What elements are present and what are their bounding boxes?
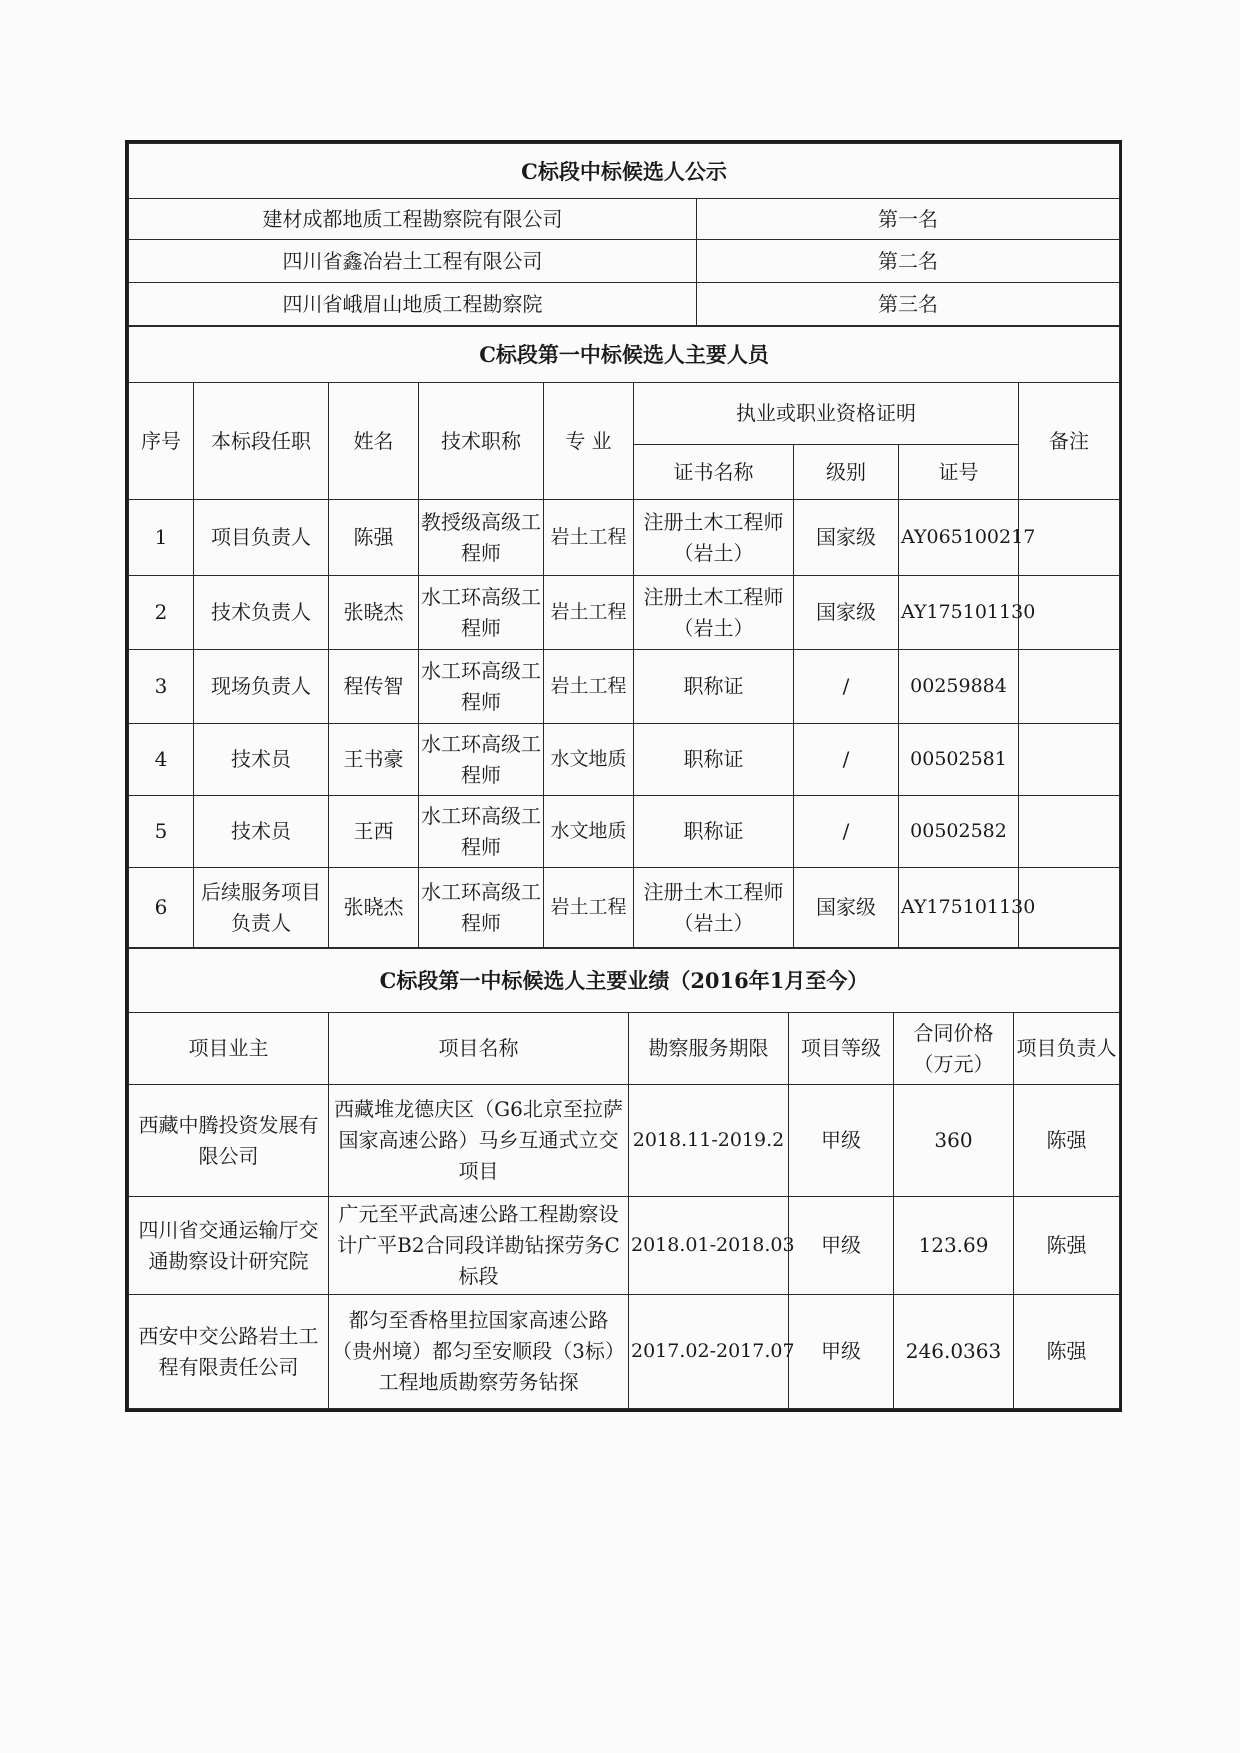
- cell-cert-no: 00502582: [899, 796, 1019, 868]
- header-no: 序号: [129, 383, 194, 500]
- cell-leader: 陈强: [1014, 1085, 1120, 1197]
- table-row: [129, 500, 1120, 576]
- header-level: 级别: [794, 445, 899, 500]
- candidate-row: [129, 240, 1120, 283]
- cell-owner: 西藏中腾投资发展有限公司: [129, 1085, 329, 1197]
- table-row: [129, 1197, 1120, 1295]
- cell-leader: 陈强: [1014, 1295, 1120, 1409]
- cell-cert-no: AY065100217: [899, 500, 1019, 576]
- header-role: 本标段任职: [194, 383, 329, 500]
- cell-cert-no: AY175101130: [899, 576, 1019, 650]
- cell-cert-name: 职称证: [634, 724, 794, 796]
- cell-period: 2017.02-2017.07: [629, 1295, 789, 1409]
- cell-grade: 甲级: [789, 1085, 894, 1197]
- cell-level: /: [794, 650, 899, 724]
- table-row: [129, 796, 1120, 868]
- cell-grade: 甲级: [789, 1197, 894, 1295]
- cell-period: 2018.11-2019.2: [629, 1085, 789, 1197]
- candidate-name: 四川省鑫冶岩土工程有限公司: [129, 240, 697, 283]
- cell-title: 水工环高级工程师: [419, 576, 544, 650]
- cell-role: 项目负责人: [194, 500, 329, 576]
- cell-owner: 西安中交公路岩土工程有限责任公司: [129, 1295, 329, 1409]
- header-leader: 项目负责人: [1014, 1013, 1120, 1085]
- cell-project: 都匀至香格里拉国家高速公路（贵州境）都匀至安顺段（3标）工程地质勘察劳务钻探: [329, 1295, 629, 1409]
- header-name: 姓名: [329, 383, 419, 500]
- performance-table: [128, 948, 1120, 1409]
- table-row: [129, 576, 1120, 650]
- cell-title: 水工环高级工程师: [419, 796, 544, 868]
- table-row: [129, 868, 1120, 948]
- candidate-rank: 第三名: [697, 283, 1120, 326]
- cell-no: 6: [129, 868, 194, 948]
- cell-title: 水工环高级工程师: [419, 650, 544, 724]
- cell-project: 广元至平武高速公路工程勘察设计广平B2合同段详勘钻探劳务C标段: [329, 1197, 629, 1295]
- header-price: 合同价格（万元）: [894, 1013, 1014, 1085]
- cell-no: 2: [129, 576, 194, 650]
- cell-price: 246.0363: [894, 1295, 1014, 1409]
- candidate-name: 建材成都地质工程勘察院有限公司: [129, 199, 697, 240]
- cell-no: 5: [129, 796, 194, 868]
- table-row: [129, 1295, 1120, 1409]
- cell-major: 岩土工程: [544, 576, 634, 650]
- candidate-section-title: C标段中标候选人公示: [129, 144, 1120, 199]
- header-cert-name: 证书名称: [634, 445, 794, 500]
- cell-price: 360: [894, 1085, 1014, 1197]
- cell-role: 技术员: [194, 796, 329, 868]
- candidate-name: 四川省峨眉山地质工程勘察院: [129, 283, 697, 326]
- table-row: [129, 724, 1120, 796]
- candidate-rank: 第一名: [697, 199, 1120, 240]
- cell-role: 后续服务项目负责人: [194, 868, 329, 948]
- cell-no: 3: [129, 650, 194, 724]
- cell-cert-name: 职称证: [634, 796, 794, 868]
- cell-major: 水文地质: [544, 796, 634, 868]
- cell-cert-no: AY175101130: [899, 868, 1019, 948]
- table-row: [129, 650, 1120, 724]
- cell-remark: [1019, 650, 1120, 724]
- personnel-table: [128, 326, 1120, 948]
- personnel-header-row: [129, 383, 1120, 445]
- cell-cert-name: 注册土木工程师（岩土）: [634, 576, 794, 650]
- cell-title: 教授级高级工程师: [419, 500, 544, 576]
- cell-major: 水文地质: [544, 724, 634, 796]
- header-project: 项目名称: [329, 1013, 629, 1085]
- cell-title: 水工环高级工程师: [419, 868, 544, 948]
- cell-name: 王西: [329, 796, 419, 868]
- cell-remark: [1019, 796, 1120, 868]
- table-row: [129, 1085, 1120, 1197]
- cell-level: 国家级: [794, 576, 899, 650]
- cell-role: 技术负责人: [194, 576, 329, 650]
- cell-owner: 四川省交通运输厅交通勘察设计研究院: [129, 1197, 329, 1295]
- cell-price: 123.69: [894, 1197, 1014, 1295]
- cell-cert-no: 00502581: [899, 724, 1019, 796]
- cell-name: 陈强: [329, 500, 419, 576]
- cell-period: 2018.01-2018.03: [629, 1197, 789, 1295]
- header-cert-no: 证号: [899, 445, 1019, 500]
- announcement-sheet: [125, 140, 1122, 1412]
- cell-name: 张晓杰: [329, 868, 419, 948]
- cell-level: /: [794, 796, 899, 868]
- header-cert-group: 执业或职业资格证明: [634, 383, 1019, 445]
- cell-name: 王书豪: [329, 724, 419, 796]
- candidate-table: [128, 143, 1120, 326]
- cell-title: 水工环高级工程师: [419, 724, 544, 796]
- performance-header-row: [129, 1013, 1120, 1085]
- cell-no: 1: [129, 500, 194, 576]
- cell-level: /: [794, 724, 899, 796]
- personnel-section-title: C标段第一中标候选人主要人员: [129, 327, 1120, 383]
- header-grade: 项目等级: [789, 1013, 894, 1085]
- cell-role: 技术员: [194, 724, 329, 796]
- header-period: 勘察服务期限: [629, 1013, 789, 1085]
- header-owner: 项目业主: [129, 1013, 329, 1085]
- cell-name: 张晓杰: [329, 576, 419, 650]
- cell-cert-name: 注册土木工程师（岩土）: [634, 500, 794, 576]
- cell-major: 岩土工程: [544, 868, 634, 948]
- header-title: 技术职称: [419, 383, 544, 500]
- candidate-row: [129, 199, 1120, 240]
- candidate-row: [129, 283, 1120, 326]
- cell-cert-name: 职称证: [634, 650, 794, 724]
- cell-leader: 陈强: [1014, 1197, 1120, 1295]
- header-major: 专 业: [544, 383, 634, 500]
- header-remark: 备注: [1019, 383, 1120, 500]
- cell-level: 国家级: [794, 868, 899, 948]
- cell-grade: 甲级: [789, 1295, 894, 1409]
- cell-role: 现场负责人: [194, 650, 329, 724]
- cell-remark: [1019, 724, 1120, 796]
- cell-cert-name: 注册土木工程师（岩土）: [634, 868, 794, 948]
- performance-section-title: C标段第一中标候选人主要业绩（2016年1月至今）: [129, 949, 1120, 1013]
- cell-major: 岩土工程: [544, 650, 634, 724]
- cell-name: 程传智: [329, 650, 419, 724]
- cell-project: 西藏堆龙德庆区（G6北京至拉萨国家高速公路）马乡互通式立交项目: [329, 1085, 629, 1197]
- cell-no: 4: [129, 724, 194, 796]
- cell-cert-no: 00259884: [899, 650, 1019, 724]
- cell-level: 国家级: [794, 500, 899, 576]
- candidate-rank: 第二名: [697, 240, 1120, 283]
- cell-major: 岩土工程: [544, 500, 634, 576]
